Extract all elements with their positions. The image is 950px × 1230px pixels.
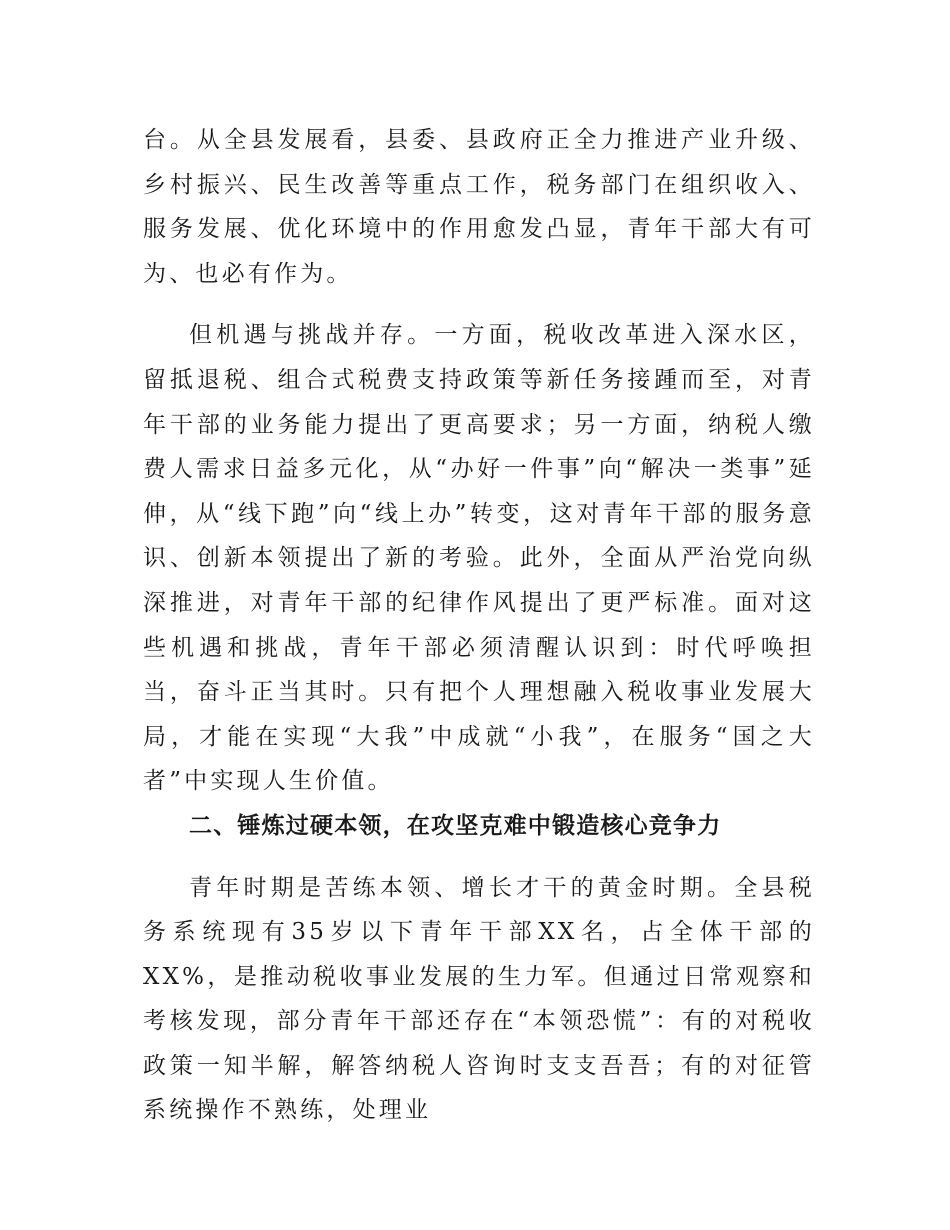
document-body bbox=[143, 118, 815, 1133]
section-heading-2: 二、锤炼过硬本领，在攻坚克难中锻造核心竞争力 bbox=[189, 812, 722, 839]
paragraph-youth-skills: 青年时期是苦练本领、增长才干的黄金时期。全县税务系统现有35岁以下青年干部XX名，占全体干部的XX%，是推动税收事业发展的生力军。但通过日常观察和考核发现，部分青年干部还存在“本领恐慌”：有的对税收政策一知半解，解答纳税人咨询时支支吾吾；有的对征管系统操作不熟练，处理业 bbox=[143, 874, 815, 1124]
paragraph-continuation: 台。从全县发展看，县委、县政府正全力推进产业升级、乡村振兴、民生改善等重点工作，税务部门在组织收入、服务发展、优化环境中的作用愈发凸显，青年干部大有可为、也必有作为。 bbox=[143, 127, 815, 287]
paragraph-opportunities-challenges: 但机遇与挑战并存。一方面，税收改革进入深水区，留抵退税、组合式税费支持政策等新任务接踵而至，对青年干部的业务能力提出了更高要求；另一方面，纳税人缴费人需求日益多元化，从“办好一件事”向“解决一类事”延伸，从“线下跑”向“线上办”转变，这对青年干部的服务意识、创新本领提出了新的考验。此外，全面从严治党向纵深推进，对青年干部的纪律作风提出了更严标准。面对这些机遇和挑战，青年干部必须清醒认识到：时代呼唤担当，奋斗正当其时。只有把个人理想融入税收事业发展大局，才能在实现“大我”中成就“小我”，在服务“国之大者”中实现人生价值。 bbox=[143, 322, 815, 795]
